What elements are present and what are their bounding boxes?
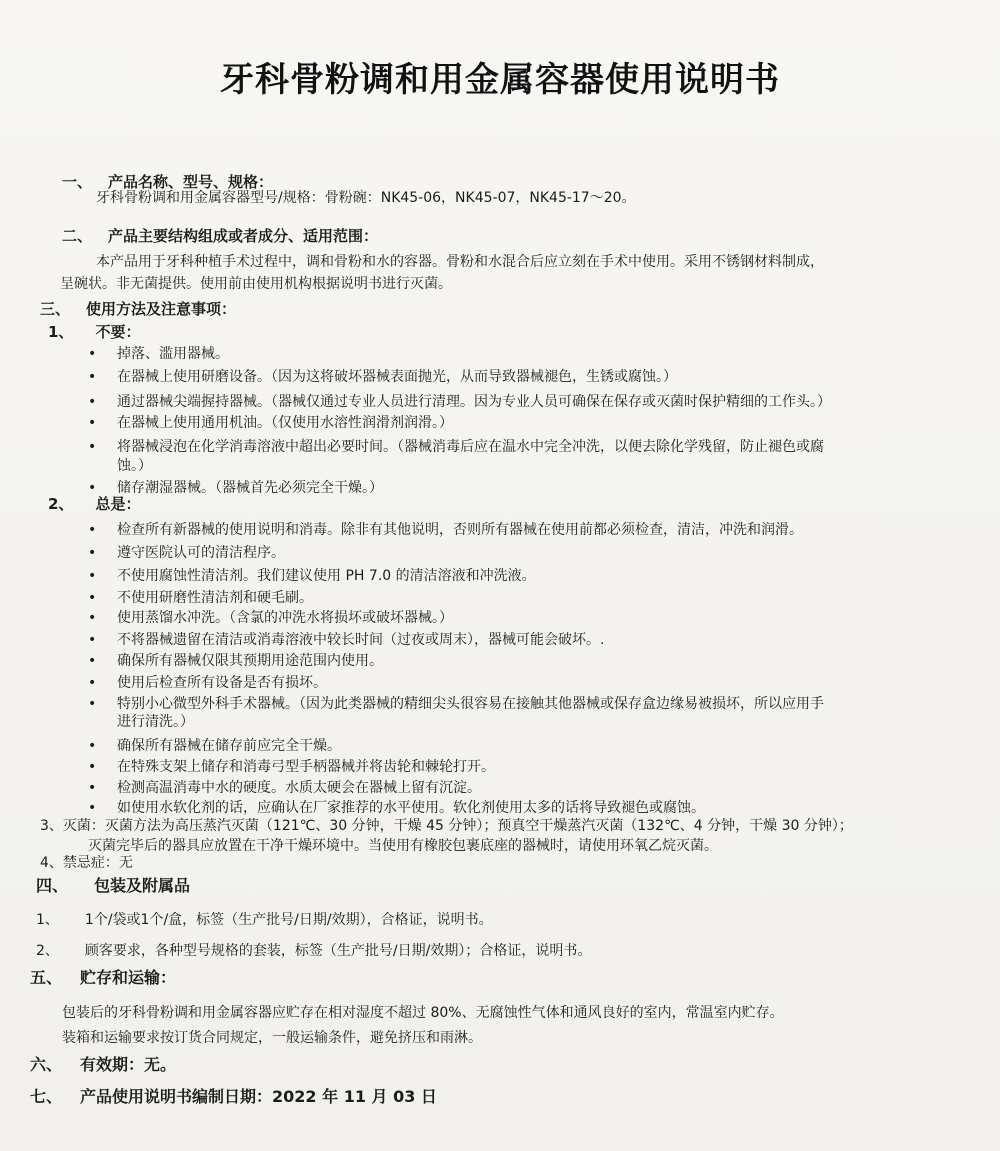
always-list-item: 特别小心微型外科手术器械。（因为此类器械的精细尖头很容易在接触其他器械或保存盒边缘易被损坏，所以应用手 xyxy=(117,696,824,712)
dont-list-item: 将器械浸泡在化学消毒溶液中超出必要时间。（器械消毒后应在温水中完全冲洗，以便去除化学残留，防止褪色或腐 xyxy=(117,439,824,455)
always-list-item: 使用后检查所有设备是否有损坏。 xyxy=(117,675,327,691)
sterilization-line-1 xyxy=(40,816,853,836)
packaging-item-2-number: 2、 xyxy=(36,943,59,959)
dont-list-item: 在器械上使用通用机油。（仅使用水溶性润滑剂润滑。） xyxy=(117,415,453,431)
bullet-icon: • xyxy=(88,653,97,669)
bullet-icon: • xyxy=(88,545,97,561)
dont-list-item: 掉落、滥用器械。 xyxy=(117,346,229,362)
document-title: 牙科骨粉调和用金属容器使用说明书 xyxy=(220,60,780,100)
always-list-item: 不使用腐蚀性清洁剂。我们建议使用 PH 7.0 的清洁溶液和冲洗液。 xyxy=(117,568,536,584)
always-list-item: 确保所有器械在储存前应完全干燥。 xyxy=(117,738,341,754)
section-2-number: 二、 xyxy=(62,227,93,245)
contraindication-text: 禁忌症：无 xyxy=(62,855,133,871)
section-3-heading xyxy=(40,299,236,319)
bullet-icon: • xyxy=(88,800,97,816)
section-4-heading xyxy=(36,876,190,896)
always-list-item: 确保所有器械仅限其预期用途范围内使用。 xyxy=(117,653,383,669)
contraindication-line xyxy=(40,853,133,873)
bullet-icon: • xyxy=(88,346,97,362)
packaging-item-2 xyxy=(36,941,591,961)
bullet-icon: • xyxy=(88,439,97,455)
always-list-item: 使用蒸馏水冲洗。（含氯的冲洗水将损坏或破坏器械。） xyxy=(117,610,453,626)
contraindication-number: 4、 xyxy=(40,855,63,871)
always-list-item: 遵守医院认可的清洁程序。 xyxy=(117,545,285,561)
sterilization-number: 3、 xyxy=(40,818,63,834)
always-list-item: 在特殊支架上储存和消毒弓型手柄器械并将齿轮和棘轮打开。 xyxy=(117,759,495,775)
section-4-number: 四、 xyxy=(36,876,69,895)
bullet-icon: • xyxy=(88,394,97,410)
section-1-number: 一、 xyxy=(62,173,93,191)
bullet-icon: • xyxy=(88,780,97,796)
section-2-title: 产品主要结构组成或者成分、适用范围： xyxy=(108,227,379,245)
section-2-heading xyxy=(62,226,378,246)
section-4-title: 包装及附属品 xyxy=(94,876,191,895)
bullet-icon: • xyxy=(88,522,97,538)
section-6-number: 六、 xyxy=(30,1055,63,1074)
section-5-line-1: 包装后的牙科骨粉调和用金属容器应贮存在相对湿度不超过 80%、无腐蚀性气体和通风良好的室内，常温室内贮存。 xyxy=(62,1005,784,1021)
bullet-icon: • xyxy=(88,369,97,385)
always-list-item: 不使用研磨性清洁剂和硬毛刷。 xyxy=(117,590,313,606)
section-5-heading xyxy=(30,968,176,988)
bullet-icon: • xyxy=(88,568,97,584)
subsection-dont-label: 不要： xyxy=(95,323,141,341)
section-2-line-2: 呈碗状。非无菌提供。使用前由使用机构根据说明书进行灭菌。 xyxy=(60,276,452,292)
section-7-heading xyxy=(30,1087,437,1107)
section-7-number: 七、 xyxy=(30,1087,63,1106)
section-5-line-2: 装箱和运输要求按订货合同规定，一般运输条件，避免挤压和雨淋。 xyxy=(62,1030,482,1046)
sterilization-text-1: 灭菌：灭菌方法为高压蒸汽灭菌（121℃、30 分钟，干燥 45 分钟）；预真空干燥蒸汽灭菌（132℃、4 分钟，干燥 30 分钟）； xyxy=(62,818,853,834)
packaging-item-1-number: 1、 xyxy=(36,912,59,928)
subsection-dont-number: 1、 xyxy=(48,323,74,341)
subsection-always-number: 2、 xyxy=(48,495,74,513)
dont-list-item: 储存潮湿器械。（器械首先必须完全干燥。） xyxy=(117,480,383,496)
always-list-item: 不将器械遗留在清洁或消毒溶液中较长时间（过夜或周末），器械可能会破坏。. xyxy=(117,632,605,648)
section-1-title: 产品名称、型号、规格： xyxy=(108,173,274,191)
dont-list-item: 通过器械尖端握持器械。（器械仅通过专业人员进行清理。因为专业人员可确保在保存或灭菌时保护精细的工作头。） xyxy=(117,394,831,410)
section-1-line: 牙科骨粉调和用金属容器型号/规格：骨粉碗：NK45-06，NK45-07，NK45-17～20。 xyxy=(96,190,636,206)
bullet-icon: • xyxy=(88,738,97,754)
section-6-title: 有效期：无。 xyxy=(80,1055,177,1074)
dont-list-item: 蚀。） xyxy=(117,458,152,474)
always-list-item: 检测高温消毒中水的硬度。水质太硬会在器械上留有沉淀。 xyxy=(117,780,481,796)
section-7-title: 产品使用说明书编制日期：2022 年 11 月 03 日 xyxy=(80,1087,437,1106)
subsection-always-heading xyxy=(48,494,140,514)
subsection-dont-heading xyxy=(48,322,140,342)
dont-list-item: 在器械上使用研磨设备。（因为这将破坏器械表面抛光，从而导致器械褪色，生锈或腐蚀。） xyxy=(117,369,677,385)
section-6-heading xyxy=(30,1055,176,1075)
bullet-icon: • xyxy=(88,632,97,648)
always-list-item: 进行清洗。） xyxy=(117,714,194,730)
always-list-item: 检查所有新器械的使用说明和消毒。除非有其他说明，否则所有器械在使用前都必须检查，清洁，冲洗和润滑。 xyxy=(117,522,803,538)
bullet-icon: • xyxy=(88,610,97,626)
subsection-always-label: 总是： xyxy=(95,495,141,513)
bullet-icon: • xyxy=(88,675,97,691)
section-5-number: 五、 xyxy=(30,968,63,987)
always-list-item: 如使用水软化剂的话，应确认在厂家推荐的水平使用。软化剂使用太多的话将导致褪色或腐蚀。 xyxy=(117,800,705,816)
section-5-title: 贮存和运输： xyxy=(80,968,177,987)
bullet-icon: • xyxy=(88,759,97,775)
sterilization-line-2: 灭菌完毕后的器具应放置在干净干燥环境中。当使用有橡胶包裹底座的器械时，请使用环氧乙烷灭菌。 xyxy=(88,838,718,854)
section-3-number: 三、 xyxy=(40,300,71,318)
section-3-title: 使用方法及注意事项： xyxy=(86,300,237,318)
section-2-line-1: 本产品用于牙科种植手术过程中，调和骨粉和水的容器。骨粉和水混合后应立刻在手术中使用。采用不锈钢材料制成， xyxy=(96,254,824,270)
bullet-icon: • xyxy=(88,696,97,712)
packaging-item-1 xyxy=(36,910,493,930)
packaging-item-2-text: 顾客要求，各种型号规格的套装，标签（生产批号/日期/效期）；合格证，说明书。 xyxy=(84,943,592,959)
packaging-item-1-text: 1个/袋或1个/盒，标签（生产批号/日期/效期），合格证，说明书。 xyxy=(84,912,493,928)
bullet-icon: • xyxy=(88,415,97,431)
bullet-icon: • xyxy=(88,480,97,496)
bullet-icon: • xyxy=(88,590,97,606)
